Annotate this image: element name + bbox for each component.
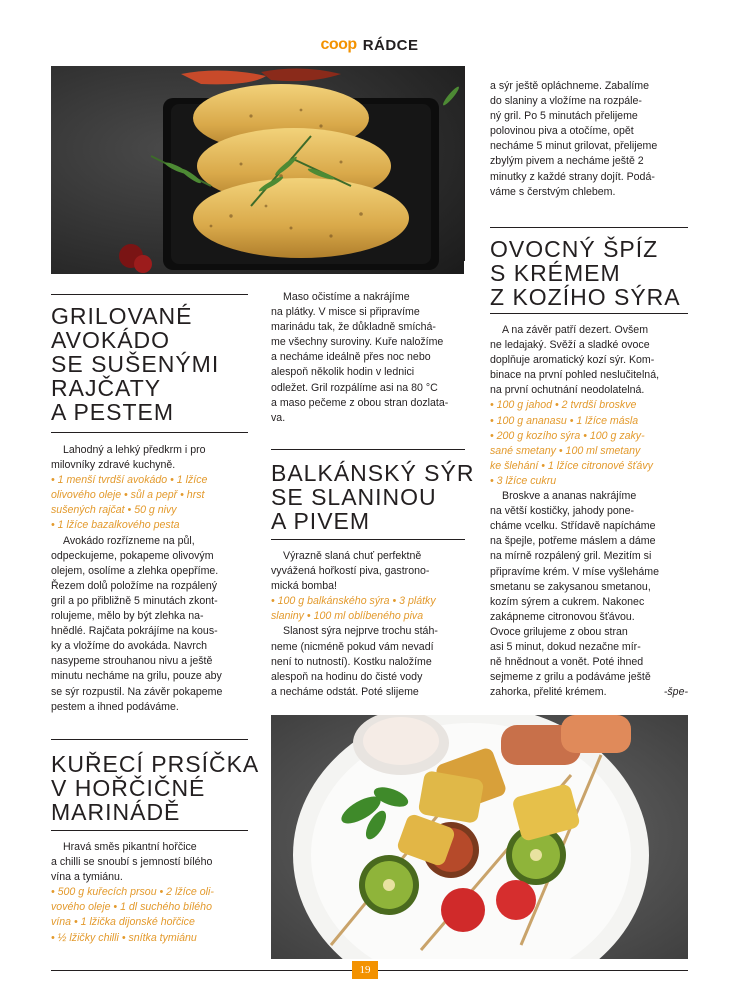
title-rule-top bbox=[51, 294, 248, 295]
title-rule-top bbox=[490, 227, 688, 228]
ingredient-line: • 100 g ananasu • 1 lžíce másla bbox=[490, 414, 639, 427]
coop-radce-logo bbox=[320, 36, 418, 54]
avokado-text: Lahodný a lehký předkrm i pro milovníky zdravé kuchyně. • 1 menší tvrdší avokádo • 1 lžíce olivového oleje • sůl a pepř • hrst sušených rajčat • 50 g nivy • 1 lžíce bazalkového pesta Avokádo rozřízneme na půl, odpeckujeme, pokapeme olivovým olejem, osolíme a zlehka opepříme. Řezem dolů položíme na rozpálený gril a po přibližně 5 minutách zkont- rolujeme, mělo by být zlehka na- hnědlé. Rajčata pokrájíme na kous- ky a vložíme do avokáda. Navrch nasypeme strouhanou nivu a ještě minutu necháme na grilu, pouze aby se sýr rozpustil. Na závěr pokapeme pestem a ihned podáváme. bbox=[51, 443, 251, 715]
title-rule-bottom bbox=[51, 432, 248, 433]
prsicka-continuation: Maso očistíme a nakrájíme na plátky. V misce si připravíme marinádu tak, že důkladně smíchá- me všechny suroviny. Kuře naložíme a necháme ideálně přes noc nebo alespoň několik hodin v lednici odležet. Gril rozpálíme asi na 80 °C a maso pečeme z obou stran dozlata- va. bbox=[271, 291, 449, 424]
ingredient-line: sané smetany • 100 ml smetany bbox=[490, 444, 641, 457]
prsicka-title: KUŘECÍ PRSÍČKA V HOŘČIČNÉ MARINÁDĚ bbox=[51, 751, 260, 825]
syr-text: Výrazně slaná chuť perfektně vyvážená hořkostí piva, gastrono- mická bomba! • 100 g balkánského sýra • 3 plátky slaniny • 100 ml oblíbeného piva Slanost sýra nejprve trochu stáh- neme (nicméně pokud vám nevadí není to nutností). Kostku naložíme alespoň na hodinu do čisté vody a necháme odstát. Poté slijeme bbox=[271, 549, 465, 700]
ingredient-line: vína • 1 lžička dijonské hořčice bbox=[51, 916, 195, 929]
ingredient-line: ke šlehání • 1 lžíce citronové šťávy bbox=[490, 459, 653, 472]
syr-title: BALKÁNSKÝ SÝR SE SLANINOU A PIVEM bbox=[271, 460, 475, 534]
avokado-title: GRILOVANÉ AVOKÁDO SE SUŠENÝMI RAJČATY A PESTEM bbox=[51, 303, 220, 425]
title-rule-bottom bbox=[271, 539, 465, 540]
page-number: 19 bbox=[352, 961, 378, 979]
ingredient-line: sušených rajčat • 50 g nivy bbox=[51, 504, 177, 517]
ingredient-line: • 100 g jahod • 2 tvrdší broskve bbox=[490, 399, 637, 412]
fruit-skewers-photo bbox=[271, 715, 688, 959]
title-rule-bottom bbox=[51, 830, 248, 831]
ingredient-line: vového oleje • 1 dl suchého bílého bbox=[51, 901, 212, 914]
author-signature: -špe- bbox=[663, 686, 688, 699]
spiz-text: A na závěr patří dezert. Ovšem ne ledajaký. Svěží a sladké ovoce doplňuje aromatický kozí sýr. Kom- binace na první pohled neslučitelná, na první ochutnání neodolatelná. • 100 g jahod • 2 tvrdší broskve • 100 g ananasu • 1 lžíce másla • 200 g kozího sýra • 100 g zaky- sané smetany • 100 ml smetany ke šlehání • 1 lžíce citronové šťávy • 3 lžíce cukru Broskve a ananas nakrájíme na větší kostičky, jahody pone- cháme vcelku. Střídavě napícháme na špejle, potřeme máslem a dáme na mírně rozpálený gril. Mezitím si připravíme krém. V míse vyšleháme smetanu se zakysanou smetanou, kozím sýrem a cukrem. Nakonec zakápneme citronovou šťávou. Ovoce grilujeme z obou stran asi 5 minut, dokud nezačne mír- ně hnědnout a vonět. Poté ihned sejmeme z grilu a podáváme ještě zahorka, přelité krémem. -špe- bbox=[490, 323, 690, 700]
column-rule bbox=[464, 66, 465, 261]
grilled-chicken-photo bbox=[51, 66, 464, 274]
spiz-title: OVOCNÝ ŠPÍZ S KRÉMEM Z KOZÍHO SÝRA bbox=[490, 236, 681, 310]
ingredient-line: • 100 g balkánského sýra • 3 plátky bbox=[271, 595, 436, 608]
syr-continuation: a sýr ještě opláchneme. Zabalíme do slaniny a vložíme na rozpále- ný gril. Po 5 minutách přelijeme polovinou piva a otočíme, opět necháme 5 minut grilovat, přelijeme zbylým pivem a necháme ještě 2 minutky z každé strany dojít. Podá- váme s čerstvým chlebem. bbox=[490, 80, 658, 198]
coop-brand: coop bbox=[320, 36, 357, 53]
ingredient-line: • 200 g kozího sýra • 100 g zaky- bbox=[490, 429, 645, 442]
ingredient-line: • ½ lžičky chilli • snítka tymiánu bbox=[51, 931, 197, 944]
ingredient-line: • 500 g kuřecích prsou • 2 lžíce oli- bbox=[51, 886, 214, 899]
title-rule-top bbox=[271, 449, 465, 450]
ingredient-line: slaniny • 100 ml oblíbeného piva bbox=[271, 610, 424, 623]
ingredient-line: • 1 lžíce bazalkového pesta bbox=[51, 519, 180, 532]
ingredient-line: • 3 lžíce cukru bbox=[490, 474, 557, 487]
fruit-skewers-illustration bbox=[271, 715, 688, 959]
prsicka-text: Hravá směs pikantní hořčice a chilli se snoubí s jemností bílého vína a tymiánu. • 500 g kuřecích prsou • 2 lžíce oli- vového oleje • 1 dl suchého bílého vína • 1 lžička dijonské hořčice • ½ lžičky chilli • snítka tymiánu bbox=[51, 840, 251, 946]
section-name: RÁDCE bbox=[362, 36, 419, 54]
title-rule-bottom bbox=[490, 313, 688, 314]
page-header bbox=[0, 36, 739, 58]
ingredient-line: • 1 menší tvrdší avokádo • 1 lžíce bbox=[51, 474, 208, 487]
grilled-chicken-illustration bbox=[51, 66, 464, 274]
title-rule-top bbox=[51, 739, 248, 740]
ingredient-line: olivového oleje • sůl a pepř • hrst bbox=[51, 489, 205, 502]
